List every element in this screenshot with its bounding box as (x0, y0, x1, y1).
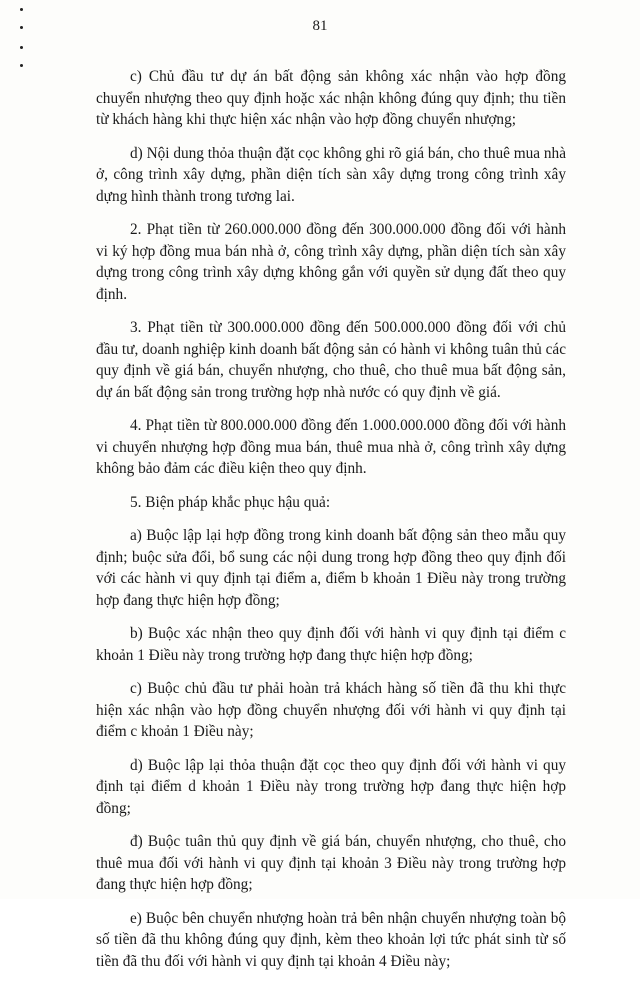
paragraph-4: 4. Phạt tiền từ 800.000.000 đồng đến 1.000.000.000 đồng đối với hành vi chuyển nhượng hợp đồng mua bán, thuê mua nhà ở, công trình xây dựng không bảo đảm các điều kiện theo quy định. (96, 417, 566, 477)
paragraph-1c: c) Chủ đầu tư dự án bất động sản không xác nhận vào hợp đồng chuyển nhượng theo quy định hoặc xác nhận không đúng quy định; thu tiền từ khách hàng khi thực hiện xác nhận vào hợp đồng chuyển nhượng; (96, 68, 566, 128)
paragraph-5e: e) Buộc bên chuyển nhượng hoàn trả bên nhận chuyển nhượng toàn bộ số tiền đã thu không đúng quy định, kèm theo khoản lợi tức phát sinh từ số tiền đã thu đối với hành vi quy định tại khoản 4 Điều này; (96, 909, 566, 970)
paragraph-5d: d) Buộc lập lại thỏa thuận đặt cọc theo quy định đối với hành vi quy định tại điểm d khoản 1 Điều này trong trường hợp đang thực hiện hợp đồng; (96, 756, 566, 817)
paragraph-5a: a) Buộc lập lại hợp đồng trong kinh doanh bất động sản theo mẫu quy định; buộc sửa đổi, bổ sung các nội dung trong hợp đồng theo quy định đối với các hành vi quy định tại điểm a, điểm b khoản 1 Điều này trong trường hợp đang thực hiện hợp đồng; (96, 527, 566, 609)
paragraph-5dd: đ) Buộc tuân thủ quy định về giá bán, chuyển nhượng, cho thuê, cho thuê mua đối với hành vi quy định tại khoản 3 Điều này trong trường hợp đang thực hiện hợp đồng; (96, 833, 566, 893)
document-body (96, 66, 566, 984)
paragraph-5-heading: 5. Biện pháp khắc phục hậu quả: (130, 493, 331, 511)
paragraph-1d: d) Nội dung thỏa thuận đặt cọc không ghi rõ giá bán, cho thuê mua nhà ở, công trình xây dựng, phần diện tích sàn xây dựng trong công trình xây dựng hình thành trong tương lai. (96, 144, 566, 205)
margin-mark (20, 64, 23, 67)
paragraph-5b: b) Buộc xác nhận theo quy định đối với hành vi quy định tại điểm c khoản 1 Điều này trong trường hợp đang thực hiện hợp đồng; (96, 625, 566, 664)
paragraph-5c: c) Buộc chủ đầu tư phải hoàn trả khách hàng số tiền đã thu khi thực hiện xác nhận vào hợp đồng chuyển nhượng đối với hành vi quy định tại điểm c khoản 1 Điều này; (96, 680, 566, 740)
margin-mark (20, 8, 23, 11)
margin-mark (20, 46, 23, 49)
paragraph-2: 2. Phạt tiền từ 260.000.000 đồng đến 300.000.000 đồng đối với hành vi ký hợp đồng mua bán nhà ở, công trình xây dựng, phần diện tích sàn xây dựng trong công trình xây dựng không gắn với quyền sử dụng đất theo quy định. (96, 221, 566, 303)
page-number: 81 (312, 18, 328, 34)
paragraph-3: 3. Phạt tiền từ 300.000.000 đồng đến 500.000.000 đồng đối với chủ đầu tư, doanh nghiệp kinh doanh bất động sản có hành vi không tuân thủ các quy định về giá bán, chuyển nhượng, cho thuê, cho thuê mua bất động sản, dự án bất động sản trong trường hợp nhà nước có quy định về giá. (96, 319, 566, 401)
